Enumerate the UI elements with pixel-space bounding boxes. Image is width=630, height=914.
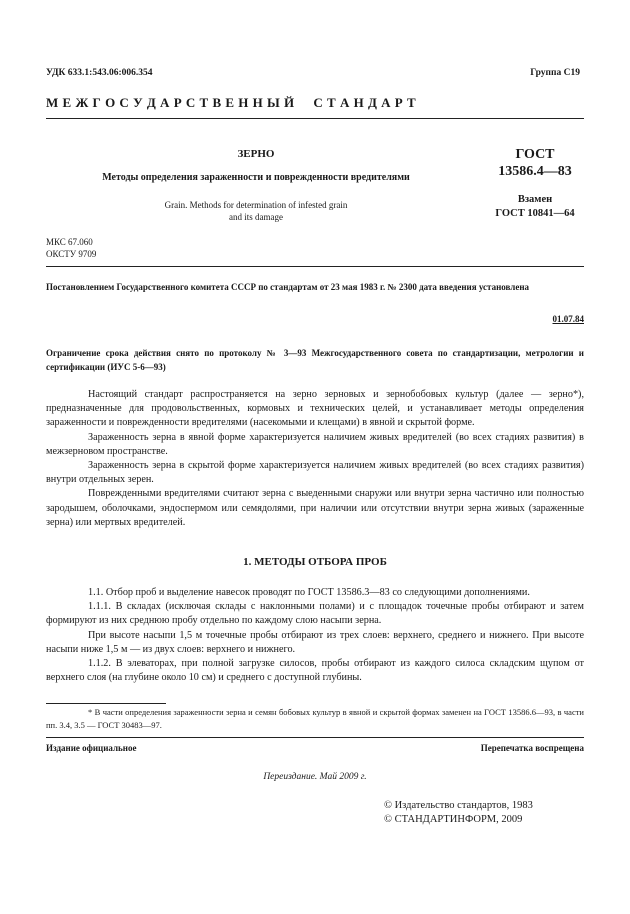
footer-divider: [46, 737, 584, 738]
group-code: Группа С19: [530, 68, 580, 78]
okstu-code: ОКСТУ 9709: [46, 249, 97, 259]
intro-paragraph: Зараженность зерна в скрытой форме характеризуется наличием живых вредителей (во всех стадиях развития) внутри отдельных зерен.: [46, 460, 584, 486]
english-title-line-2: and its damage: [229, 212, 283, 222]
intro-paragraph: Зараженность зерна в явной форме характеризуется наличием живых вредителей (во всех стадиях развития) в межзерновом пространстве.: [46, 431, 584, 457]
section-1-body: [46, 586, 584, 685]
gost-label: ГОСТ: [515, 147, 555, 162]
restriction-note: Ограничение срока действия снято по протоколу № 3—93 Межгосударственного совета по стандартизации, метрологии и сертификации (ИУС 5-6—93): [46, 348, 584, 372]
intro-paragraph: Поврежденными вредителями считают зерна с выеденными снаружи или внутри зерна частично или полностью зародышем, оболочками, эндоспермом или семядолями, при наличии или отсутствии внутри зерна живых (зараженные зерна) или мертвых вредителей.: [46, 488, 584, 528]
reprint-notice: Перепечатка воспрещена: [480, 743, 584, 753]
edition-label: Издание официальное: [46, 743, 137, 753]
copyright-1983: © Издательство стандартов, 1983: [384, 800, 533, 811]
footnote-divider: [46, 703, 166, 704]
document-title: ЗЕРНО: [237, 148, 275, 160]
english-title-line-1: Grain. Methods for determination of infested grain: [164, 200, 348, 210]
replaces-number: ГОСТ 10841—64: [495, 208, 575, 219]
header-divider: [46, 118, 584, 119]
standard-banner: М Е Ж Г О С У Д А Р С Т В Е Н Н Ы Й С Т А Н Д А Р Т: [46, 95, 417, 110]
section-paragraph: 1.1.2. В элеваторах, при полной загрузке силосов, пробы отбирают из каждого силоса складским щупом от верхнего слоя (на глубине около 10 см) и среднего с доступной глубины.: [46, 658, 584, 684]
copyright-2009: © СТАНДАРТИНФОРМ, 2009: [384, 814, 523, 825]
decree-text: Постановлением Государственного комитета СССР по стандартам от 23 мая 1983 г. № 2300 дата введения установлена: [46, 282, 529, 292]
replaces-label: Взамен: [517, 194, 553, 205]
gost-number: 13586.4—83: [498, 164, 572, 179]
section-heading: 1. МЕТОДЫ ОТБОРА ПРОБ: [243, 556, 387, 568]
footnote: * В части определения зараженности зерна и семян бобовых культур в явной и скрытой формах заменен на ГОСТ 13586.6—93, в части пп. 3.4, 3.5 — ГОСТ 30483—97.: [46, 707, 584, 730]
section-paragraph: 1.1. Отбор проб и выделение навесок проводят по ГОСТ 13586.3—83 со следующими дополнениями.: [88, 587, 530, 598]
document-subtitle: Методы определения зараженности и поврежденности вредителями: [102, 172, 410, 183]
section-paragraph: При высоте насыпи 1,5 м точечные пробы отбирают из трех слоев: верхнего, среднего и нижнего. При высоте насыпи ниже 1,5 м — из двух слоев: верхнего и нижнего.: [46, 629, 584, 655]
reissue-note: Переиздание. Май 2009 г.: [263, 772, 367, 782]
section-paragraph: 1.1.1. В складах (исключая склады с наклонными полами) и с площадок точечные пробы отбирают и затем формируют из них среднюю пробу отдельно по каждому слою насыпи зерна.: [46, 601, 584, 627]
udk-code: УДК 633.1:543.06:006.354: [46, 68, 153, 78]
intro-section: [46, 388, 584, 530]
mks-code: МКС 67.060: [46, 237, 93, 247]
intro-paragraph: Настоящий стандарт распространяется на зерно зерновых и зернобобовых культур (далее — зерно*), предназначенные для продовольственных, кормовых и технических целей, и устанавливает методы определения зараженности и поврежденности вредителями (насекомыми и клещами) в явной и скрытой форме.: [46, 389, 584, 429]
introduction-date: 01.07.84: [552, 314, 584, 324]
classifier-divider: [46, 266, 584, 267]
